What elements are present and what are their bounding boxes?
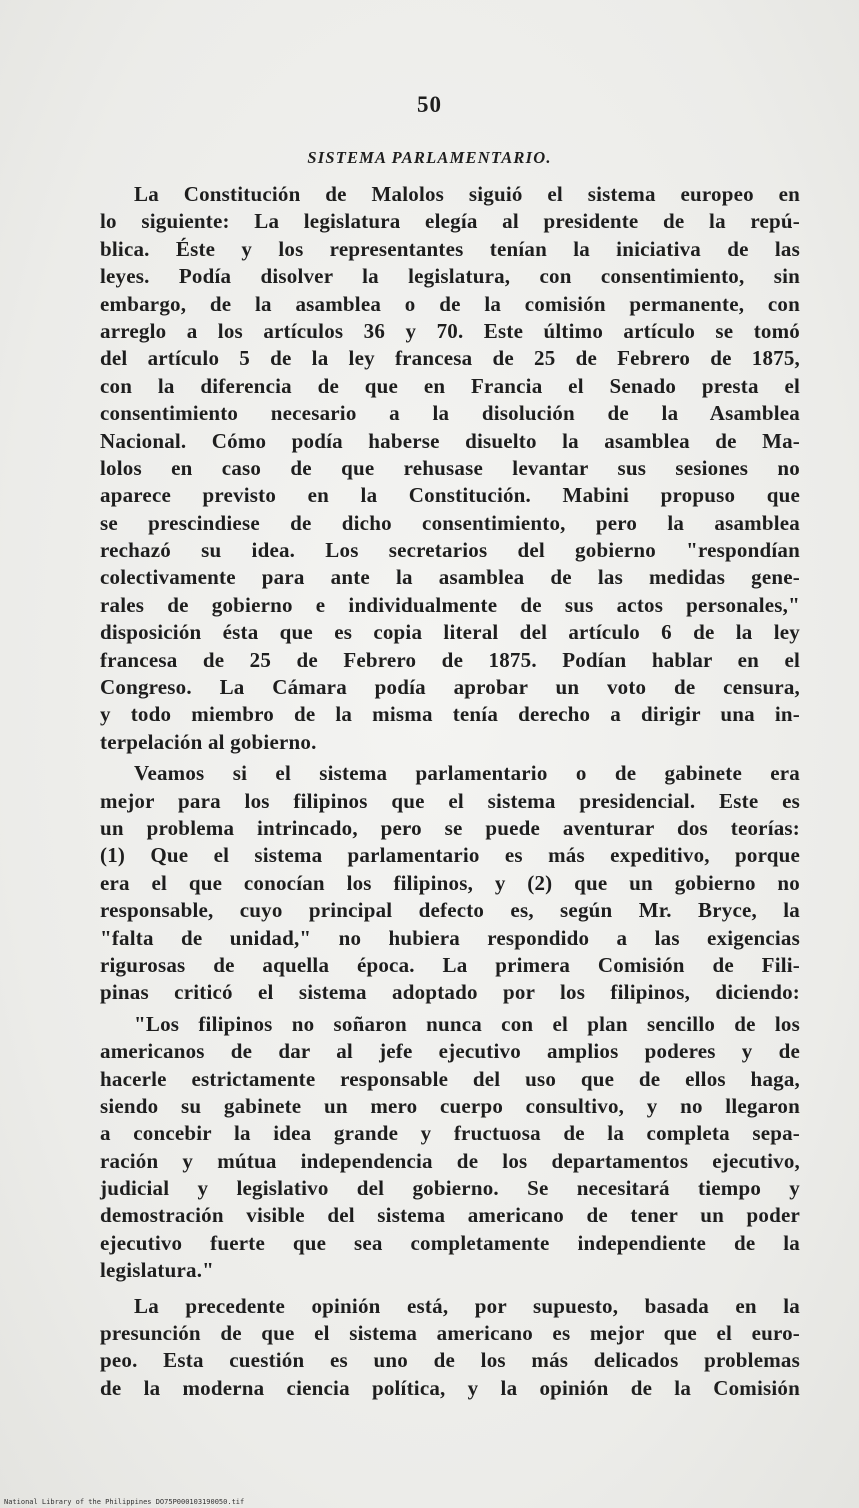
text-line: terpelación al gobierno. bbox=[100, 729, 317, 754]
text-line: embargo, de la asamblea o de la comisión permanente, con bbox=[100, 291, 800, 316]
body-text bbox=[100, 181, 800, 1402]
text-line: francesa de 25 de Febrero de 1875. Podían hablar en el bbox=[100, 647, 800, 672]
text-line: del artículo 5 de la ley francesa de 25 de Febrero de 1875, bbox=[100, 346, 800, 371]
section-title: SISTEMA PARLAMENTARIO. bbox=[307, 148, 552, 167]
text-line: La Constitución de Malolos siguió el sistema europeo en bbox=[134, 182, 800, 206]
text-line: legislatura." bbox=[100, 1258, 214, 1283]
text-line: consentimiento necesario a la disolución de la Asamblea bbox=[100, 401, 800, 426]
text-line: arreglo a los artículos 36 y 70. Este último artículo se tomó bbox=[100, 318, 800, 343]
text-line: rigurosas de aquella época. La primera Comisión de Fili- bbox=[100, 952, 800, 977]
text-line: disposición ésta que es copia literal del artículo 6 de la ley bbox=[100, 620, 800, 645]
text-line: Veamos si el sistema parlamentario o de gabinete era bbox=[134, 761, 800, 786]
text-line: ración y mútua independencia de los departamentos ejecutivo, bbox=[100, 1148, 800, 1173]
text-line: responsable, cuyo principal defecto es, según Mr. Bryce, la bbox=[100, 898, 800, 923]
page-number: 50 bbox=[417, 92, 442, 117]
text-line: un problema intrincado, pero se puede aventurar dos teorías: bbox=[100, 815, 800, 840]
text-line: judicial y legislativo del gobierno. Se necesitará tiempo y bbox=[100, 1176, 800, 1201]
text-line: "falta de unidad," no hubiera respondido a las exigencias bbox=[100, 925, 800, 950]
text-line: Nacional. Cómo podía haberse disuelto la asamblea de Ma- bbox=[100, 428, 800, 453]
text-line: a concebir la idea grande y fructuosa de la completa sepa- bbox=[100, 1121, 800, 1146]
text-line: leyes. Podía disolver la legislatura, con consentimiento, sin bbox=[100, 264, 800, 289]
text-line: peo. Esta cuestión es uno de los más delicados problemas bbox=[100, 1348, 800, 1373]
text-line: lo siguiente: La legislatura elegía al presidente de la repú- bbox=[100, 209, 800, 234]
text-line: siendo su gabinete un mero cuerpo consultivo, y no llegaron bbox=[100, 1093, 800, 1118]
text-line: hacerle estrictamente responsable del uso que de ellos haga, bbox=[100, 1066, 800, 1091]
text-line: (1) Que el sistema parlamentario es más expeditivo, porque bbox=[100, 843, 800, 868]
text-line: de la moderna ciencia política, y la opinión de la Comisión bbox=[100, 1375, 800, 1400]
text-line: pinas criticó el sistema adoptado por los filipinos, diciendo: bbox=[100, 980, 800, 1005]
text-line: rales de gobierno e individualmente de sus actos personales," bbox=[100, 592, 800, 617]
text-line: lolos en caso de que rehusase levantar sus sesiones no bbox=[100, 455, 800, 480]
text-line: aparece previsto en la Constitución. Mabini propuso que bbox=[100, 483, 800, 508]
text-line: colectivamente para ante la asamblea de las medidas gene- bbox=[100, 565, 800, 590]
text-line: demostración visible del sistema americano de tener un poder bbox=[100, 1203, 800, 1228]
text-line: con la diferencia de que en Francia el Senado presta el bbox=[100, 373, 800, 398]
text-line: rechazó su idea. Los secretarios del gobierno "respondían bbox=[100, 538, 800, 563]
text-line: "Los filipinos no soñaron nunca con el plan sencillo de los bbox=[134, 1011, 800, 1036]
archive-footer: National Library of the Philippines DO75P000103190050.tif bbox=[4, 1498, 245, 1506]
text-line: presunción de que el sistema americano es mejor que el euro- bbox=[100, 1321, 800, 1346]
text-line: Congreso. La Cámara podía aprobar un voto de censura, bbox=[100, 675, 800, 700]
text-line: ejecutivo fuerte que sea completamente independiente de la bbox=[100, 1230, 800, 1255]
text-line: americanos de dar al jefe ejecutivo amplios poderes y de bbox=[100, 1039, 800, 1064]
text-line: era el que conocían los filipinos, y (2) que un gobierno no bbox=[100, 870, 800, 895]
text-line: y todo miembro de la misma tenía derecho a dirigir una in- bbox=[100, 702, 800, 727]
text-line: blica. Éste y los representantes tenían la iniciativa de las bbox=[100, 236, 800, 261]
text-line: mejor para los filipinos que el sistema presidencial. Este es bbox=[100, 788, 800, 813]
text-line: La precedente opinión está, por supuesto, basada en la bbox=[134, 1293, 800, 1318]
text-line: se prescindiese de dicho consentimiento, pero la asamblea bbox=[100, 510, 800, 535]
